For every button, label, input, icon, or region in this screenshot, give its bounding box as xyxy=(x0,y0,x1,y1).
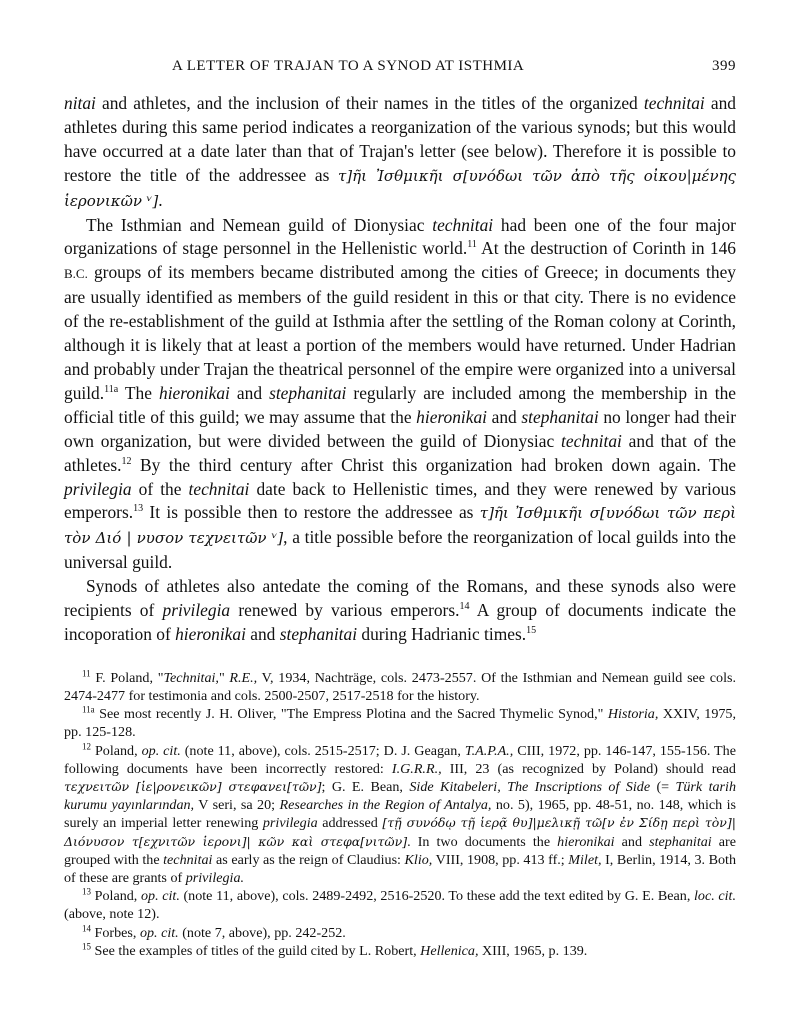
text: By the third century after Christ this organization had broken down again. The xyxy=(131,454,736,475)
term: stephanitai xyxy=(269,382,347,403)
footnote-number: 15 xyxy=(82,941,91,952)
term: technitai xyxy=(188,478,250,499)
text: ; G. E. Bean, xyxy=(321,779,410,796)
term: I.G.R.R., xyxy=(391,760,442,777)
text: Poland, xyxy=(91,888,141,905)
text: (note 11, above), cols. 2515-2517; D. J. Geagan, xyxy=(180,742,465,759)
text: Poland, xyxy=(91,742,142,759)
text: XIII, 1965, p. 139. xyxy=(478,942,588,959)
term: hieronikai xyxy=(175,623,246,644)
term: Researches in the Region of Antalya, xyxy=(279,797,492,814)
footnote-number: 12 xyxy=(82,740,91,751)
footnotes xyxy=(64,669,736,960)
footnote-15 xyxy=(64,942,736,960)
term: stephanitai xyxy=(521,406,599,427)
term: op. cit. xyxy=(140,888,180,905)
paragraph-2 xyxy=(64,214,736,576)
text: V seri, sa 20; xyxy=(194,797,280,814)
term: loc. cit. xyxy=(693,888,736,905)
text: renewed by various emperors. xyxy=(230,600,460,621)
text: B.C. xyxy=(64,266,88,282)
text: See the examples of titles of the guild cited by L. Robert, xyxy=(91,942,421,959)
term: technitai xyxy=(561,430,622,451)
text: . In two documents the xyxy=(407,833,558,850)
paragraph-3 xyxy=(64,575,736,647)
page-number: 399 xyxy=(712,58,736,74)
text: and athletes, and the inclusion of their names in the titles of the organized xyxy=(95,93,644,113)
text: (note 7, above), pp. 242-252. xyxy=(178,924,346,941)
text: and xyxy=(229,382,270,403)
term: Historia, xyxy=(607,706,659,723)
text: VIII, 1908, pp. 413 ff.; xyxy=(432,851,569,868)
text: are grouped with the xyxy=(64,833,736,868)
text: (= xyxy=(650,779,676,796)
term: privilegia. xyxy=(185,870,245,887)
footnote-13 xyxy=(64,887,736,923)
term: Hellenica, xyxy=(420,942,479,959)
text: A group of documents indicate the incoporation of xyxy=(64,600,736,644)
footnote-number: 11 xyxy=(82,668,91,679)
text: , a title possible before the reorganization of local guilds into the universal guild. xyxy=(64,527,737,573)
paragraph-1 xyxy=(64,92,736,214)
term: hieronikai xyxy=(159,382,230,403)
term: nitai xyxy=(64,93,96,113)
greek-restoration: τ]ῆι Ἰσθμικῆι σ[υνόδωι τῶν ἀπὸ τῆς οἰκου|μένης ἱερονικῶν ᵛ] xyxy=(64,166,736,210)
term: technitai xyxy=(432,214,494,235)
footnote-ref[interactable]: 15 xyxy=(526,625,537,637)
term: op. cit. xyxy=(139,924,179,941)
footnote-ref[interactable]: 14 xyxy=(459,601,470,613)
footnote-number: 13 xyxy=(82,886,91,897)
text: Forbes, xyxy=(91,924,140,941)
term: privilegia xyxy=(162,600,231,621)
footnote-ref[interactable]: 12 xyxy=(121,455,132,467)
term: Milet, xyxy=(568,851,602,868)
text: (note 11, above), cols. 2489-2492, 2516-2520. To these add the text edited by G. E. Bean, xyxy=(179,888,694,905)
text: At the destruction of Corinth in 146 xyxy=(476,238,736,259)
term: T.A.P.A., xyxy=(464,742,514,759)
term: privilegia xyxy=(64,478,132,499)
footnote-ref[interactable]: 11 xyxy=(467,239,477,251)
text: (above, note 12). xyxy=(64,906,160,923)
text: had been one of the four major organizations of stage personnel in the Hellenistic world. xyxy=(64,214,736,259)
term: stephanitai xyxy=(279,623,358,644)
greek-text: τεχνειτῶν [ἱε|ρονεικῶν] στεφανει[τῶν] xyxy=(64,779,322,795)
running-head-title: A LETTER OF TRAJAN TO A SYNOD AT ISTHMIA xyxy=(172,58,525,74)
text: See most recently J. H. Oliver, "The Empress Plotina and the Sacred Thymelic Synod," xyxy=(94,706,608,723)
text: It is possible then to restore the addressee as xyxy=(143,502,480,523)
running-head xyxy=(64,58,736,82)
term: Türk tarih kurumu yayınlarından, xyxy=(64,779,736,814)
footnote-ref[interactable]: 11a xyxy=(104,384,119,396)
term: stephanitai xyxy=(649,833,712,850)
term: op. cit. xyxy=(141,742,181,759)
greek-text: [τῇ συνόδῳ τῇ ἱερᾷ θυ]|μελικῇ τῶ[ν ἐν Σίδῃ περὶ τὸν]| Διόνυσον τ[εχνιτῶν ἱερονι]| κῶν καὶ στεφα[νιτῶν] xyxy=(64,815,736,849)
page xyxy=(64,58,736,960)
footnote-number: 11a xyxy=(82,704,95,715)
text: addressed xyxy=(317,815,383,832)
text: " xyxy=(218,669,230,686)
text: regularly are included among the membership in the official title of this guild; we may assume that the xyxy=(64,382,736,427)
term: technitai xyxy=(163,851,213,868)
text: XXIV, 1975, pp. 125-128. xyxy=(64,706,736,741)
footnote-11a xyxy=(64,705,736,741)
footnote-11 xyxy=(64,669,736,705)
term: hieronikai xyxy=(416,406,488,427)
text: F. Poland, " xyxy=(90,669,164,686)
term: Side Kitabeleri, The Inscriptions of Side xyxy=(409,779,651,796)
term: technitai xyxy=(643,93,705,113)
text: as early as the reign of Claudius: xyxy=(212,851,405,868)
text: . xyxy=(158,189,163,210)
term: Klio, xyxy=(404,851,433,868)
text: and that of the athletes. xyxy=(64,430,736,475)
term: hieronikai xyxy=(557,833,615,850)
footnote-12 xyxy=(64,742,736,888)
text: and xyxy=(614,833,650,850)
text: no longer had their own organization, but were divided between the guild of Dionysiac xyxy=(64,406,736,451)
text: and athletes during this same period indicates a reorganization of the various synods; but this would have occurred at a date later than that of Trajan's letter (see below). Therefore it is possible to restore the title of the addressee as xyxy=(64,93,736,185)
text: and xyxy=(487,406,522,427)
text: I, Berlin, 1914, 3. Both of these are grants of xyxy=(64,851,736,887)
term: Technitai, xyxy=(163,669,219,686)
text: and xyxy=(245,623,280,644)
body-text xyxy=(64,92,736,647)
text: no. 5), 1965, pp. 48-51, no. 148, which is surely an imperial letter renewing xyxy=(64,797,736,832)
text: III, 23 (as recognized by Poland) should read xyxy=(441,760,736,777)
footnote-number: 14 xyxy=(82,923,91,933)
text: V, 1934, Nachträge, cols. 2473-2557. Of the Isthmian and Nemean guild see cols. 2474-2477 for testimonia and cols. 2500-2507, 2517-2518 for the history. xyxy=(64,669,737,705)
footnote-ref[interactable]: 13 xyxy=(133,503,144,515)
greek-restoration: τ]ῆι Ἰσθμικῆι σ[υνόδωι τῶν περὶ τὸν Διό | νυσον τεχνειτῶν ᵛ] xyxy=(64,504,736,548)
footnote-14 xyxy=(64,924,736,942)
text: Synods of athletes also antedate the coming of the Romans, and these synods also were recipients of xyxy=(64,576,736,621)
term: privilegia xyxy=(262,815,318,832)
text: date back to Hellenistic times, and they were renewed by various emperors. xyxy=(64,478,737,523)
text: The Isthmian and Nemean guild of Dionysiac xyxy=(86,214,433,235)
term: R.E., xyxy=(229,669,258,686)
text: of the xyxy=(131,478,189,499)
text: CIII, 1972, pp. 146-147, 155-156. The following documents have been incorrectly restored: xyxy=(64,742,736,777)
text: groups of its members became distributed among the cities of Greece; in documents they are usually identified as members of the guild resident in this or that city. There is no evidence of the re-establishment of the guild at Isthmia after the settling of the Roman colony at Corinth, although it is likely that at least a portion of the members would have returned. Under Hadrian and probably under Trajan the theatrical personnel of the empire were organized into a universal guild. xyxy=(64,262,736,403)
text: during Hadrianic times. xyxy=(357,623,527,644)
text: The xyxy=(118,382,160,403)
